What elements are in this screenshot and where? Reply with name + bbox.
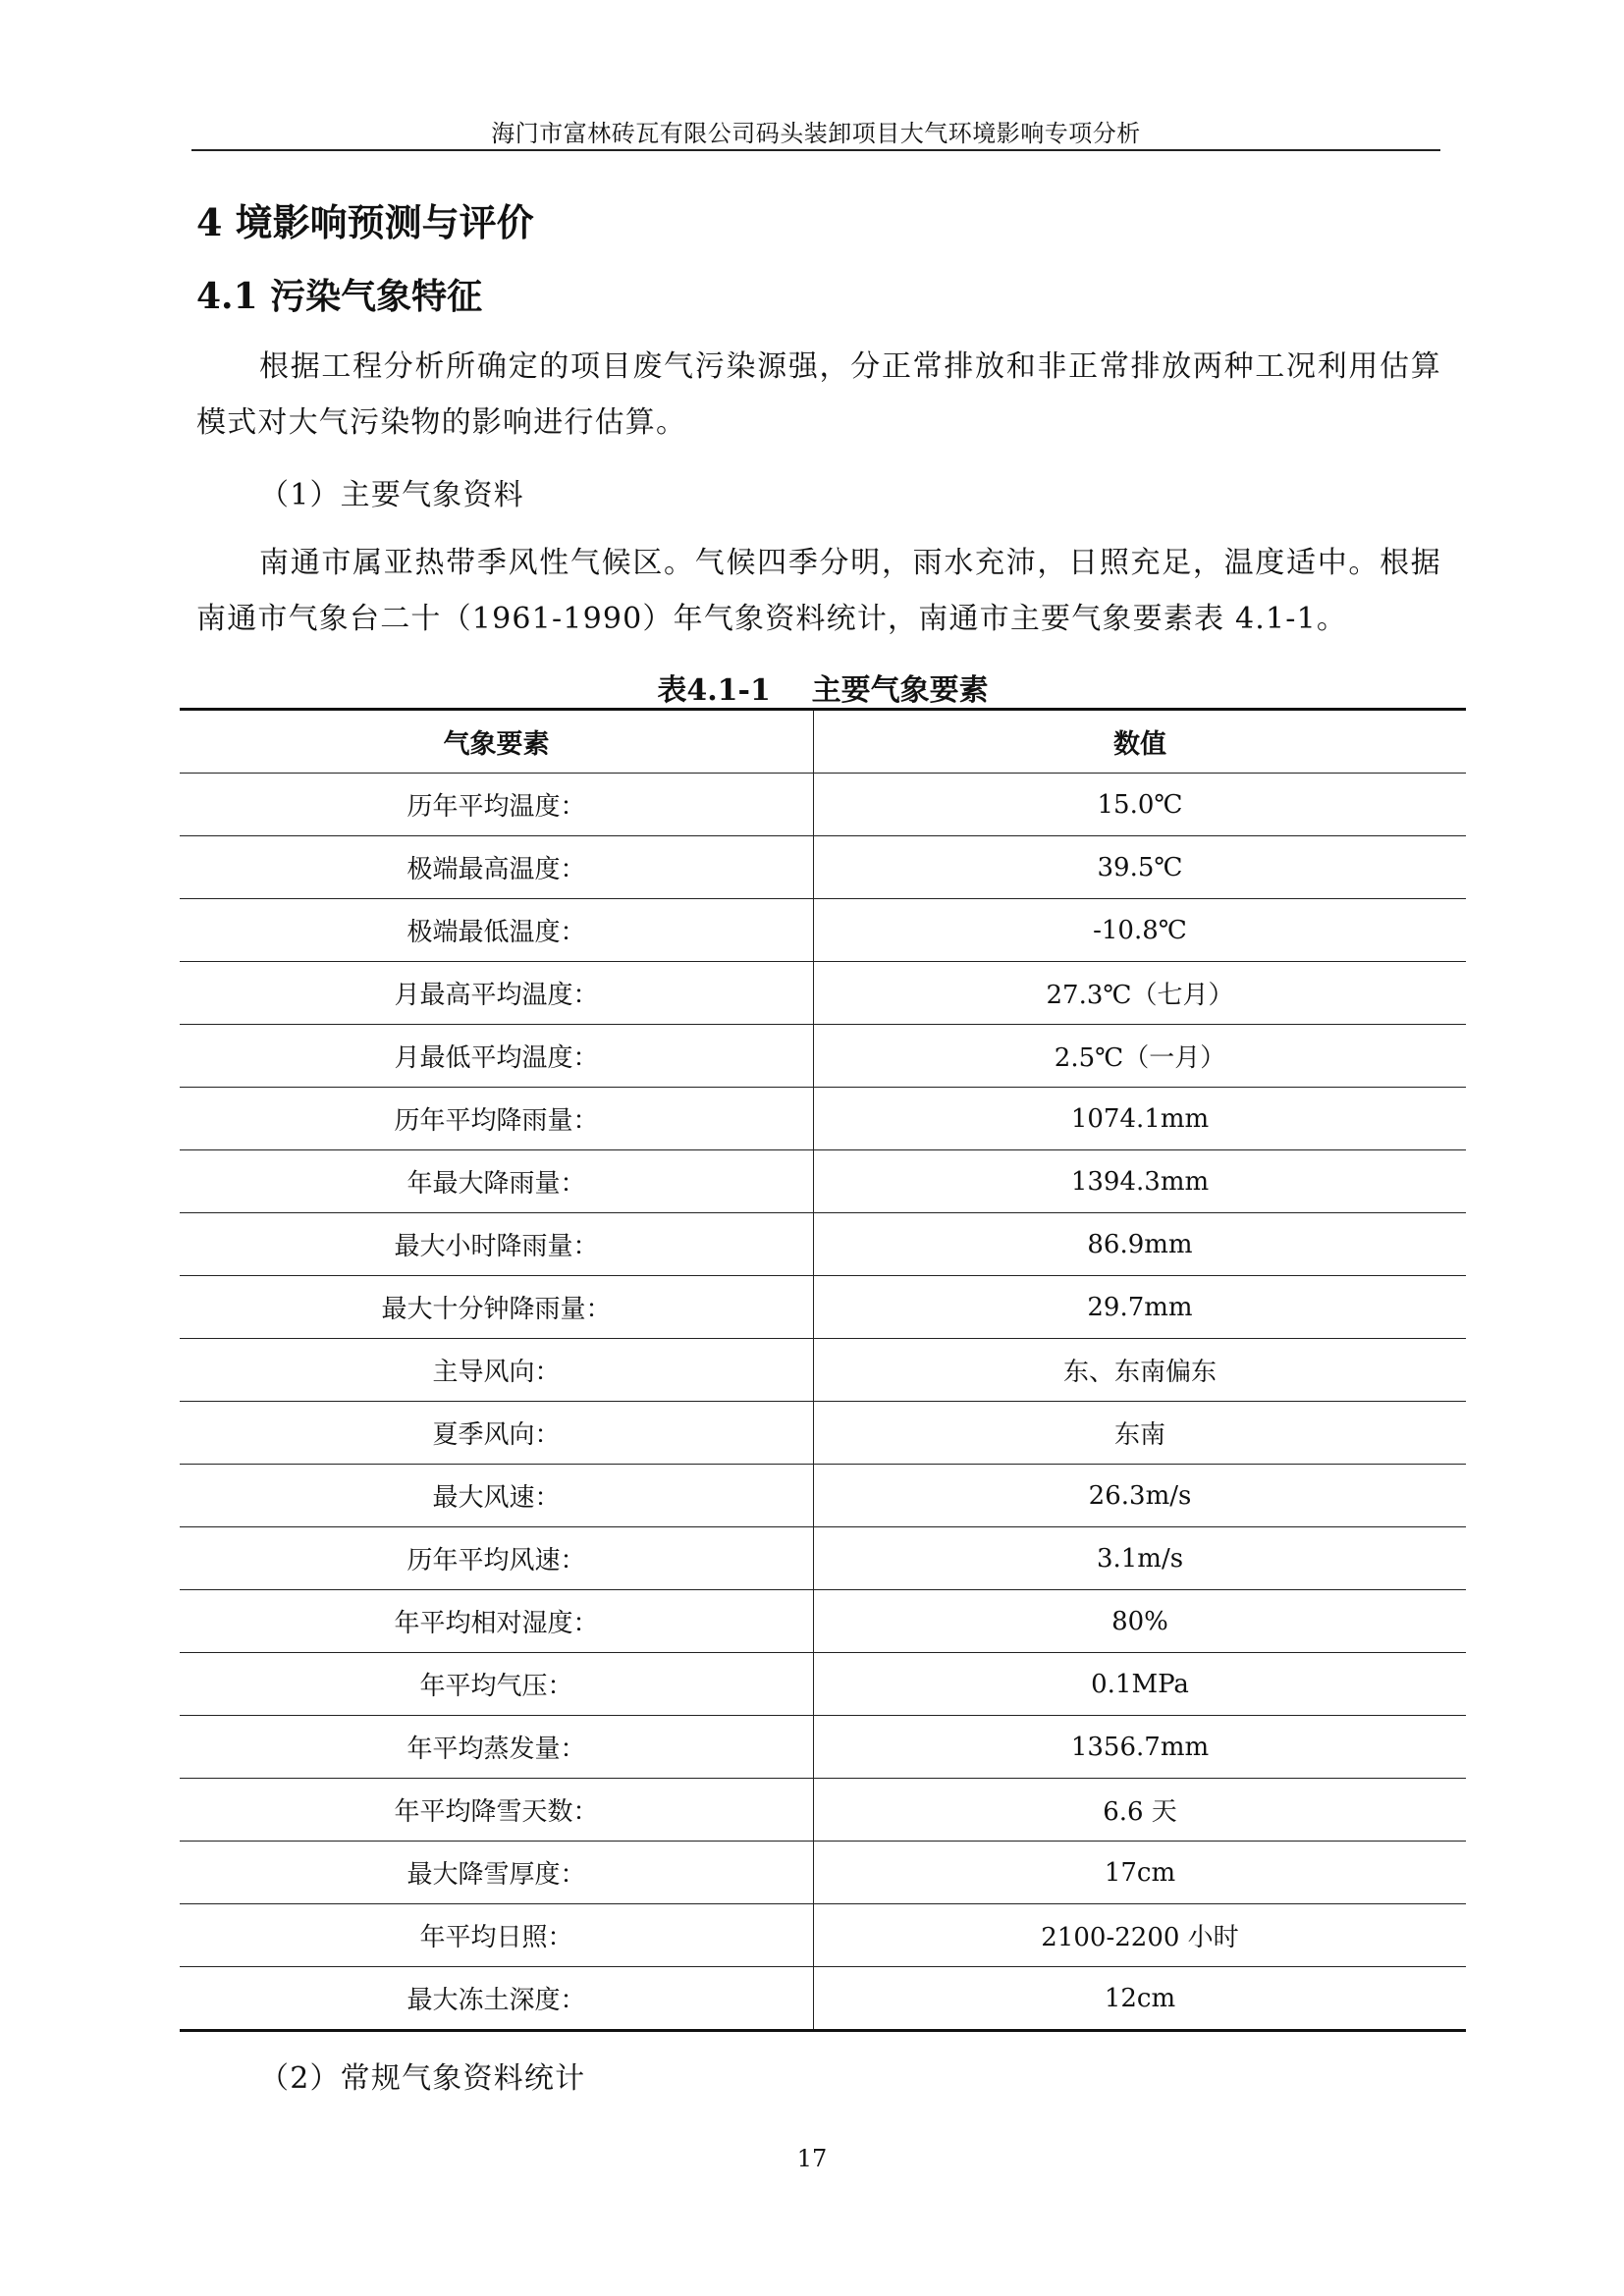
section-title: 4.1 污染气象特征 <box>196 276 483 317</box>
table-row <box>180 1402 1466 1465</box>
value-cell: 12cm <box>1104 1983 1176 2013</box>
value-cell: 0.1MPa <box>814 1653 1467 1716</box>
table-row <box>180 1716 1466 1779</box>
table-header-row <box>180 710 1466 774</box>
table-row <box>180 1904 1466 1967</box>
header-rule <box>191 149 1440 151</box>
element-cell: 年平均气压： <box>180 1653 814 1716</box>
value-cell: 1394.3mm <box>814 1150 1467 1213</box>
table-row <box>180 962 1466 1025</box>
value-cell: 东、东南偏东 <box>814 1339 1467 1402</box>
intro-paragraph: 根据工程分析所确定的项目废气污染源强，分正常排放和非正常排放两种工况利用估算模式对大气污染物的影响进行估算。 <box>196 349 1441 440</box>
table-row <box>180 1465 1466 1527</box>
value-cell: 2.5℃（一月） <box>814 1025 1467 1088</box>
element-cell: 最大冻土深度： <box>180 1967 814 2031</box>
value-cell: 27.3℃（七月） <box>814 962 1467 1025</box>
value-cell: 3.1m/s <box>814 1527 1467 1590</box>
element-cell: 年平均蒸发量： <box>180 1716 814 1779</box>
table-row <box>180 774 1466 836</box>
chapter-title: 4 境影响预测与评价 <box>196 200 534 244</box>
element-cell: 最大小时降雨量： <box>180 1213 814 1276</box>
running-header: 海门市富林砖瓦有限公司码头装卸项目大气环境影响专项分析 <box>491 120 1141 147</box>
value-cell: 6.6 天 <box>814 1779 1467 1842</box>
table-row <box>180 899 1466 962</box>
value-cell: 东南 <box>814 1402 1467 1465</box>
value-cell: 15.0℃ <box>814 774 1467 836</box>
subheading-main-weather-data: （1）主要气象资料 <box>259 478 524 512</box>
table-row <box>180 1150 1466 1213</box>
element-cell: 年平均日照： <box>180 1904 814 1967</box>
table-row <box>180 1779 1466 1842</box>
table-row <box>180 1339 1466 1402</box>
value-cell: 80% <box>814 1590 1467 1653</box>
table-row <box>180 1967 1466 2031</box>
value-cell: 1356.7mm <box>814 1716 1467 1779</box>
table-row <box>180 1653 1466 1716</box>
table-row <box>180 1088 1466 1150</box>
value-cell: 2100-2200 小时 <box>814 1904 1467 1967</box>
value-cell: 29.7mm <box>814 1276 1467 1339</box>
element-cell: 极端最高温度： <box>180 836 814 899</box>
climate-paragraph: 南通市属亚热带季风性气候区。气候四季分明，雨水充沛，日照充足，温度适中。根据南通市气象台二十（1961-1990）年气象资料统计，南通市主要气象要素表 4.1-1。 <box>196 546 1441 636</box>
table-row <box>180 1276 1466 1339</box>
value-cell: -10.8℃ <box>814 899 1467 962</box>
value-cell: 86.9mm <box>814 1213 1467 1276</box>
weather-elements-table <box>180 708 1466 2032</box>
table-row <box>180 836 1466 899</box>
element-cell: 极端最低温度： <box>180 899 814 962</box>
table-row <box>180 1527 1466 1590</box>
value-cell: 1074.1mm <box>814 1088 1467 1150</box>
element-cell: 年最大降雨量： <box>180 1150 814 1213</box>
column-header-element: 气象要素 <box>180 710 814 774</box>
element-cell: 夏季风向： <box>180 1402 814 1465</box>
element-cell: 历年平均温度： <box>180 774 814 836</box>
table-caption: 表4.1-1 主要气象要素 <box>657 673 989 708</box>
table-row <box>180 1025 1466 1088</box>
table-row <box>180 1590 1466 1653</box>
subheading-routine-weather-stats: （2）常规气象资料统计 <box>259 2061 586 2096</box>
element-cell: 最大风速： <box>180 1465 814 1527</box>
value-cell: 39.5℃ <box>814 836 1467 899</box>
element-cell: 历年平均降雨量： <box>180 1088 814 1150</box>
table-row <box>180 1213 1466 1276</box>
value-cell: 26.3m/s <box>814 1465 1467 1527</box>
element-cell: 月最高平均温度： <box>180 962 814 1025</box>
element-cell: 最大十分钟降雨量： <box>180 1276 814 1339</box>
page-number: 17 <box>796 2145 828 2172</box>
element-cell: 历年平均风速： <box>180 1527 814 1590</box>
column-header-value: 数值 <box>814 710 1467 774</box>
element-cell: 月最低平均温度： <box>180 1025 814 1088</box>
table-row <box>180 1842 1466 1904</box>
value-cell: 17cm <box>814 1842 1467 1904</box>
element-cell: 年平均降雪天数： <box>180 1779 814 1842</box>
element-cell: 主导风向： <box>180 1339 814 1402</box>
element-cell: 年平均相对湿度： <box>180 1590 814 1653</box>
element-cell: 最大降雪厚度： <box>180 1842 814 1904</box>
